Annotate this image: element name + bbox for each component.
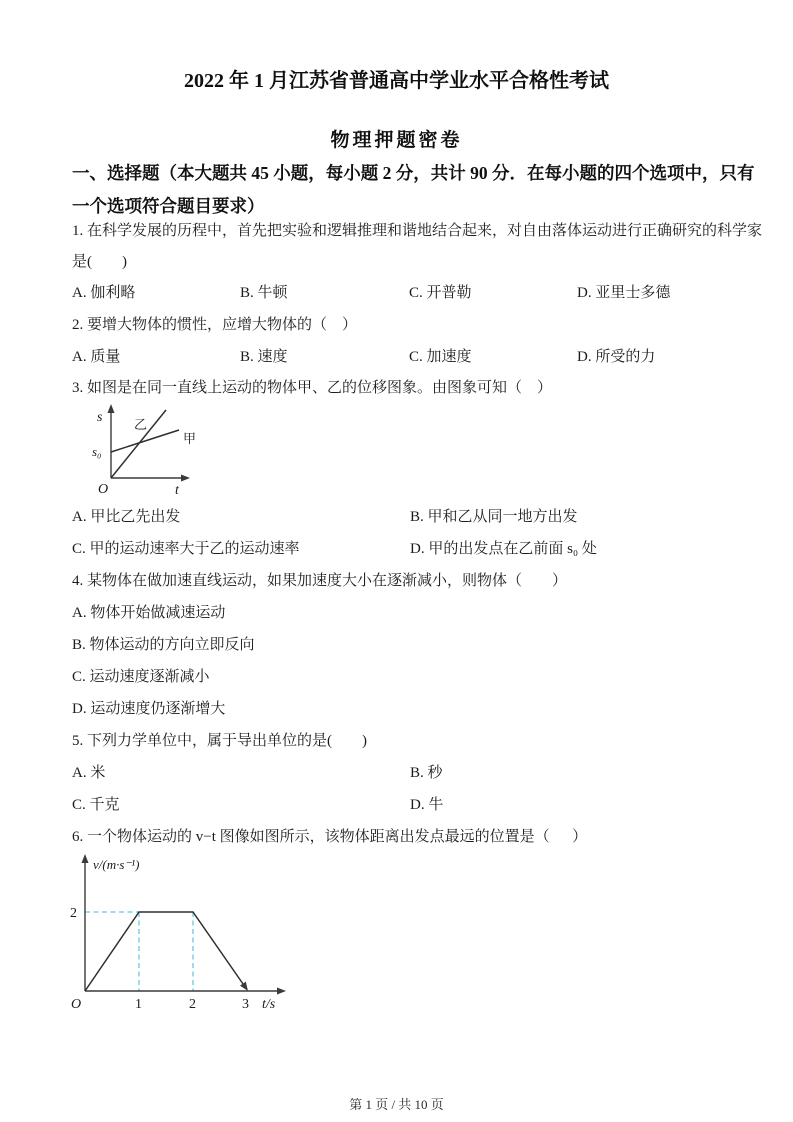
question-3-stem: 3. 如图是在同一直线上运动的物体甲、乙的位移图象。由图象可知（ ）: [72, 380, 553, 396]
v-tick-2: 2: [70, 906, 77, 921]
s-axis-label: s: [97, 410, 103, 425]
t-axis-label: t/s: [262, 997, 276, 1012]
question-2-option-c: C. 加速度: [409, 349, 472, 365]
s0-intercept-label: s₀: [92, 444, 102, 459]
s-axis-arrow-icon: [108, 404, 115, 413]
question-3-option-c: C. 甲的运动速率大于乙的运动速率: [72, 541, 300, 557]
question-5-option-b: B. 秒: [410, 765, 443, 781]
question-1-option-b: B. 牛顿: [240, 285, 288, 301]
section-heading: 一、选择题（本大题共 45 小题，每小题 2 分，共计 90 分．在每小题的四个选项中，只有一个选项符合题目要求）: [72, 163, 755, 216]
t-tick-3: 3: [242, 997, 249, 1012]
page-number-footer: 第 1 页 / 共 10 页: [349, 1097, 444, 1112]
exam-subtitle: 物理押题密卷: [330, 130, 463, 151]
question-1-option-a: A. 伽利略: [72, 285, 136, 301]
question-2-stem: 2. 要增大物体的惯性，应增大物体的（ ）: [72, 317, 358, 333]
exam-title: 2022 年 1 月江苏省普通高中学业水平合格性考试: [184, 70, 609, 92]
question-4-option-c: C. 运动速度逐渐减小: [72, 669, 210, 685]
question-5-stem: 5. 下列力学单位中，属于导出单位的是( ): [72, 733, 367, 749]
t-axis-label: t: [175, 483, 179, 498]
vt-graph-figure: [60, 851, 300, 1013]
question-1-stem-line2: 是( ): [72, 254, 127, 270]
question-2-option-b: B. 速度: [240, 349, 288, 365]
question-4-option-d: D. 运动速度仍逐渐增大: [72, 701, 226, 717]
t-axis-arrow-icon: [277, 988, 286, 995]
question-5-option-c: C. 千克: [72, 797, 120, 813]
st-graph-figure: [88, 402, 220, 500]
t-axis-arrow-icon: [181, 475, 190, 482]
question-5-option-a: A. 米: [72, 765, 106, 781]
line-jia-label: 甲: [183, 431, 197, 446]
question-2-option-a: A. 质量: [72, 349, 121, 365]
t-tick-2: 2: [189, 997, 196, 1012]
question-3-option-a: A. 甲比乙先出发: [72, 509, 181, 525]
t-tick-1: 1: [135, 997, 142, 1012]
vt-curve: [85, 912, 246, 991]
line-jia: [111, 430, 179, 452]
question-5-option-d: D. 牛: [410, 797, 444, 813]
origin-label: O: [98, 482, 109, 497]
question-1-option-d: D. 亚里士多德: [577, 285, 671, 301]
v-axis-label: v/(m·s⁻¹): [93, 857, 140, 872]
question-3-option-d: D. 甲的出发点在乙前面 s₀ 处: [410, 541, 597, 557]
v-axis-arrow-icon: [82, 854, 89, 863]
question-1-stem: 1. 在科学发展的历程中，首先把实验和逻辑推理和谐地结合起来，对自由落体运动进行正确研究的科学家: [72, 223, 763, 239]
question-4-option-b: B. 物体运动的方向立即反向: [72, 637, 255, 653]
vt-curve-end-arrow-icon: [240, 982, 248, 991]
question-3-option-b: B. 甲和乙从同一地方出发: [410, 509, 578, 525]
origin-label: O: [71, 997, 82, 1012]
question-1-option-c: C. 开普勒: [409, 285, 472, 301]
question-4-option-a: A. 物体开始做减速运动: [72, 605, 226, 621]
question-2-option-d: D. 所受的力: [577, 349, 656, 365]
question-4-stem: 4. 某物体在做加速直线运动，如果加速度大小在逐渐减小，则物体（ ）: [72, 573, 568, 589]
line-yi-label: 乙: [134, 417, 148, 432]
question-6-stem: 6. 一个物体运动的 v−t 图像如图所示，该物体距离出发点最远的位置是（ ）: [72, 829, 588, 845]
